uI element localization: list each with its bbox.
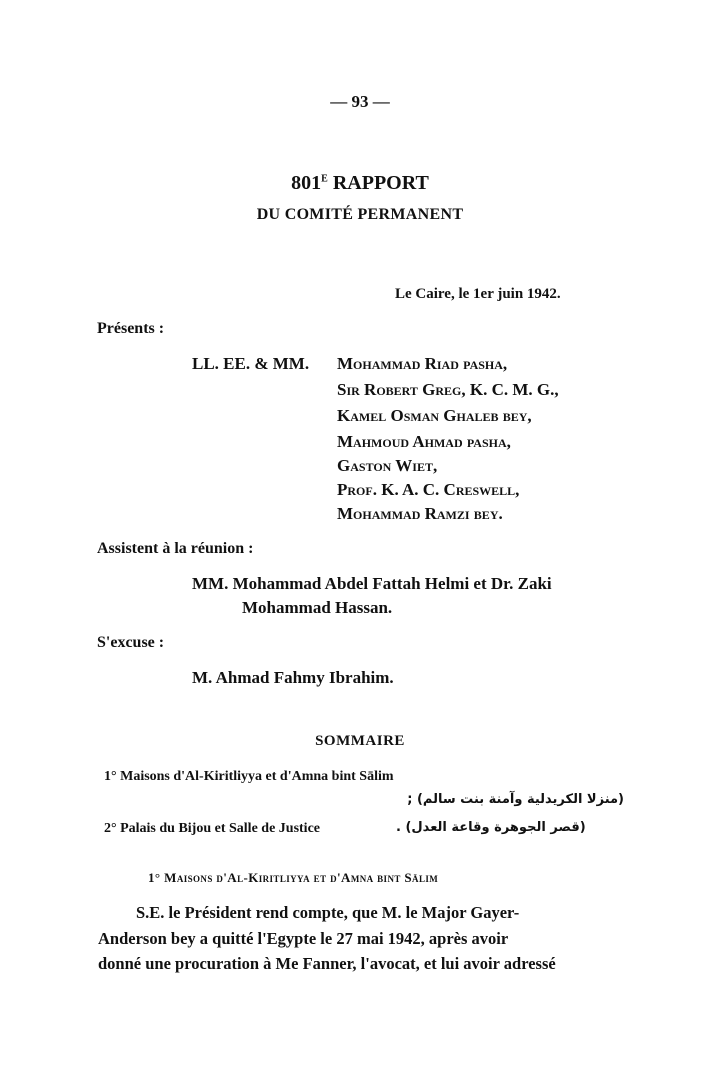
member-item: Kamel Osman Ghaleb bey, <box>337 406 532 425</box>
excuse-label: S'excuse : <box>97 634 165 651</box>
sommaire-heading: SOMMAIRE <box>315 733 405 749</box>
summary-item-2-arabic: (قصر الجوهرة وقاعة العدل) . <box>396 820 586 835</box>
paragraph-line: S.E. le Président rend compte, que M. le Major Gayer- <box>136 903 520 922</box>
member-item: Mahmoud Ahmad pasha, <box>337 432 511 451</box>
report-number: 801 <box>291 172 322 194</box>
assistent-label: Assistent à la réunion : <box>97 540 254 557</box>
paragraph-line: Anderson bey a quitté l'Egypte le 27 mai 1942, après avoir <box>98 929 509 948</box>
report-title-word: RAPPORT <box>327 172 429 194</box>
summary-item-1-arabic: (منزلا الكريدلية وآمنة بنت سالم) ; <box>407 792 624 807</box>
report-number-suffix: E <box>321 173 328 185</box>
assistent-line-1: MM. Mohammad Abdel Fattah Helmi et Dr. Zaki <box>192 574 552 593</box>
section-heading: 1° Maisons d'Al-Kiritliyya et d'Amna bint Sālim <box>148 870 439 885</box>
member-item: Sir Robert Greg, K. C. M. G., <box>337 380 559 399</box>
paragraph-line: donné une procuration à Me Fanner, l'avocat, et lui avoir adressé <box>98 954 556 973</box>
meeting-date: Le Caire, le 1er juin 1942. <box>395 286 561 302</box>
summary-item-1: 1° Maisons d'Al-Kiritliyya et d'Amna bint Sālim <box>104 769 394 784</box>
presents-prefix: LL. EE. & MM. <box>192 354 310 373</box>
assistent-line-2: Mohammad Hassan. <box>242 598 393 617</box>
excused-member: M. Ahmad Fahmy Ibrahim. <box>192 668 394 687</box>
page-number: — 93 — <box>330 92 390 111</box>
report-subtitle: DU COMITÉ PERMANENT <box>256 206 464 223</box>
report-title <box>0 172 720 195</box>
presents-label: Présents : <box>97 320 165 337</box>
member-item: Prof. K. A. C. Creswell, <box>337 480 520 499</box>
summary-item-2: 2° Palais du Bijou et Salle de Justice <box>104 821 320 836</box>
member-item: Mohammad Ramzi bey. <box>337 504 503 523</box>
member-item: Mohammad Riad pasha, <box>337 354 508 373</box>
member-item: Gaston Wiet, <box>337 456 438 475</box>
